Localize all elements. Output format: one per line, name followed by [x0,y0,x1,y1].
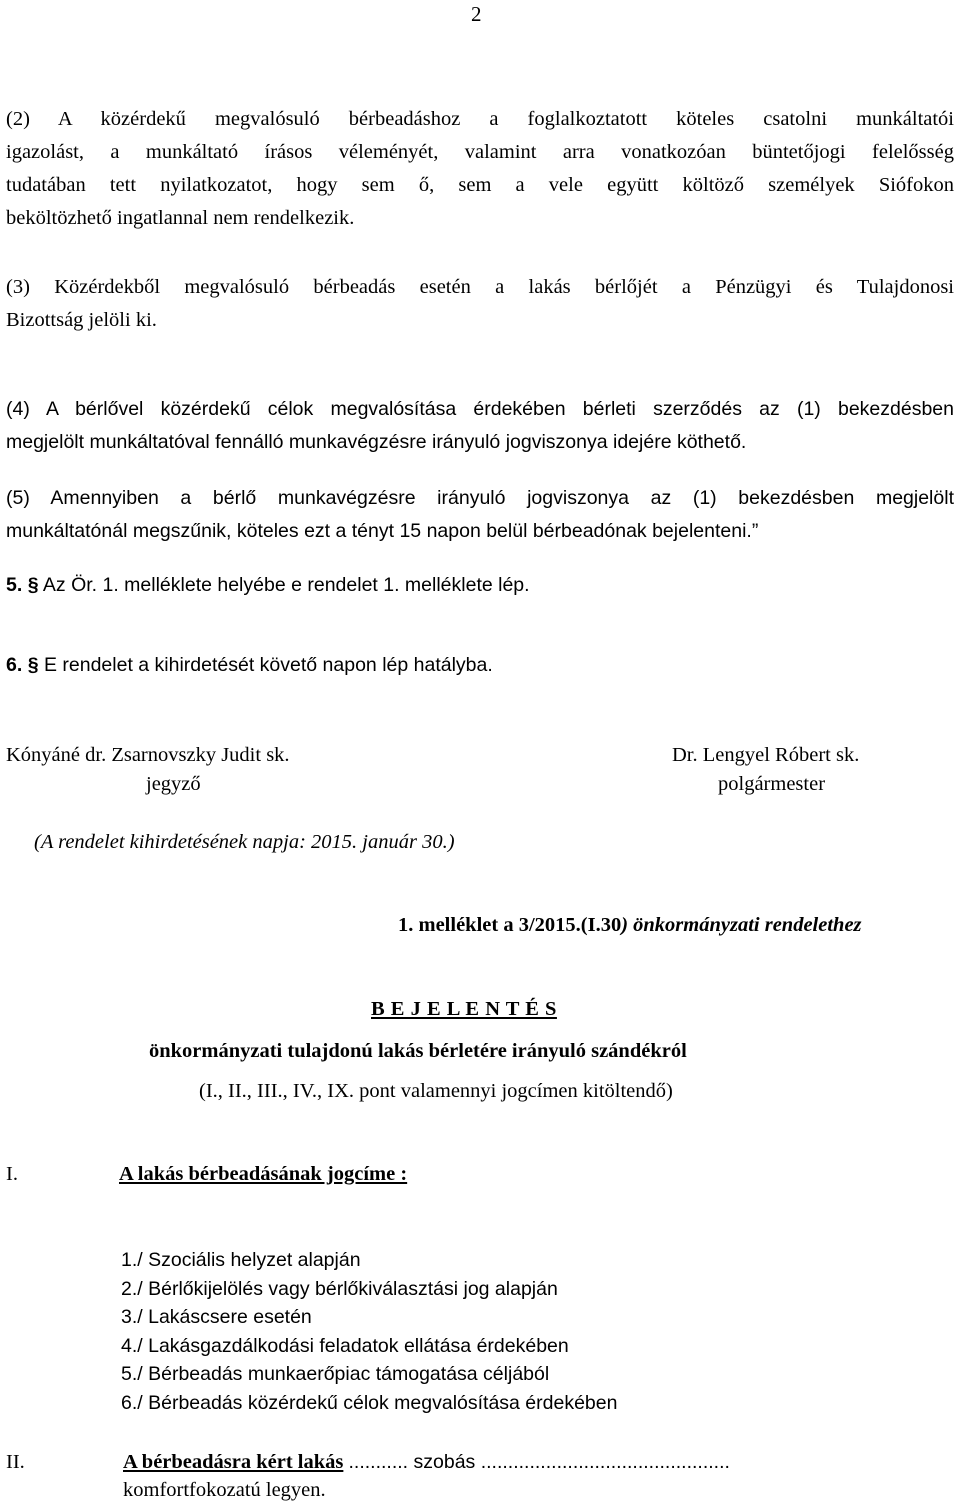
paragraph-line: munkáltatónál megszűnik, köteles ezt a tényt 15 napon belül bérbeadónak bejelenteni.” [6,520,759,542]
signature-right-name: Dr. Lengyel Róbert sk. [672,744,860,766]
paragraph-line: megjelölt munkáltatóval fennálló munkavégzésre irányuló jogviszonya idejére köthető. [6,431,747,453]
paragraph-line: (4) A bérlővel közérdekű célok megvalósítása érdekében bérleti szerződés az (1) bekezdésben [6,398,954,420]
section-symbol: § [27,654,39,676]
signature-left-name: Kónyáné dr. Zsarnovszky Judit sk. [6,744,290,766]
section-symbol: § [27,574,39,596]
page-number: 2 [471,2,482,26]
form-title: B E J E L E N T É S [371,998,557,1020]
list-item: 2./ Bérlőkijelölés vagy bérlőkiválasztási jog alapján [121,1278,558,1300]
section-text: Az Ör. 1. melléklete helyébe e rendelet 1. melléklete lép. [42,574,530,596]
section-ii-fill: ........... szobás .............................................. [348,1451,730,1473]
paragraph-line: Bizottság jelöli ki. [6,309,157,331]
paragraph-4 [6,393,954,459]
section-ii-title: A bérbeadásra kért lakás [123,1451,344,1473]
paragraph-line: tudatában tett nyilatkozatot, hogy sem ő, sem a vele együtt költöző személyek Siófokon [6,174,954,196]
list-item: 4./ Lakásgazdálkodási feladatok ellátása érdekében [121,1335,569,1357]
section-6 [6,654,493,677]
paragraph-3 [6,271,954,337]
paragraph-line: (5) Amennyiben a bérlő munkavégzésre irányuló jogviszonya az (1) bekezdésben megjelölt [6,487,954,509]
paragraph-5 [6,482,954,548]
promulgation-date: (A rendelet kihirdetésének napja: 2015. január 30.) [34,831,455,853]
paragraph-line: (2) A közérdekű megvalósuló bérbeadáshoz a foglalkoztatott köteles csatolni munkáltatói [6,108,954,130]
form-subtitle: önkormányzati tulajdonú lakás bérletére irányuló szándékról [149,1040,687,1062]
section-number: 6. [6,654,23,676]
list-item: 5./ Bérbeadás munkaerőpiac támogatása céljából [121,1363,550,1385]
paragraph-line: (3) Közérdekből megvalósuló bérbeadás esetén a lakás bérlőjét a Pénzügyi és Tulajdonosi [6,276,954,298]
section-text: E rendelet a kihirdetését követő napon lép hatályba. [43,654,493,676]
form-note: (I., II., III., IV., IX. pont valamennyi jogcímen kitöltendő) [199,1080,673,1102]
signature-right-title: polgármester [718,773,826,795]
section-ii-line2: komfortfokozatú legyen. [123,1479,326,1501]
section-5 [6,574,530,597]
section-number: 5. [6,574,23,596]
section-ii-numeral: II. [6,1451,25,1473]
paragraph-line: igazolást, a munkáltató írásos véleményét, valamint arra vonatkozóan büntetőjogi felelősség [6,141,954,163]
list-item: 1./ Szociális helyzet alapján [121,1249,361,1271]
paragraph-line: beköltözhető ingatlannal nem rendelkezik. [6,207,355,229]
annex-heading-italic: ) önkormányzati rendelethez [621,914,862,936]
section-i-numeral: I. [6,1163,18,1185]
annex-heading [398,914,862,937]
list-item: 3./ Lakáscsere esetén [121,1306,312,1328]
section-ii-line [123,1451,730,1474]
list-item: 6./ Bérbeadás közérdekű célok megvalósítása érdekében [121,1392,618,1414]
paragraph-2 [6,103,954,235]
signature-left-title: jegyző [146,773,201,795]
annex-heading-plain: 1. melléklet a 3/2015.(I.30 [398,914,622,936]
section-i-title: A lakás bérbeadásának jogcíme : [119,1163,408,1185]
